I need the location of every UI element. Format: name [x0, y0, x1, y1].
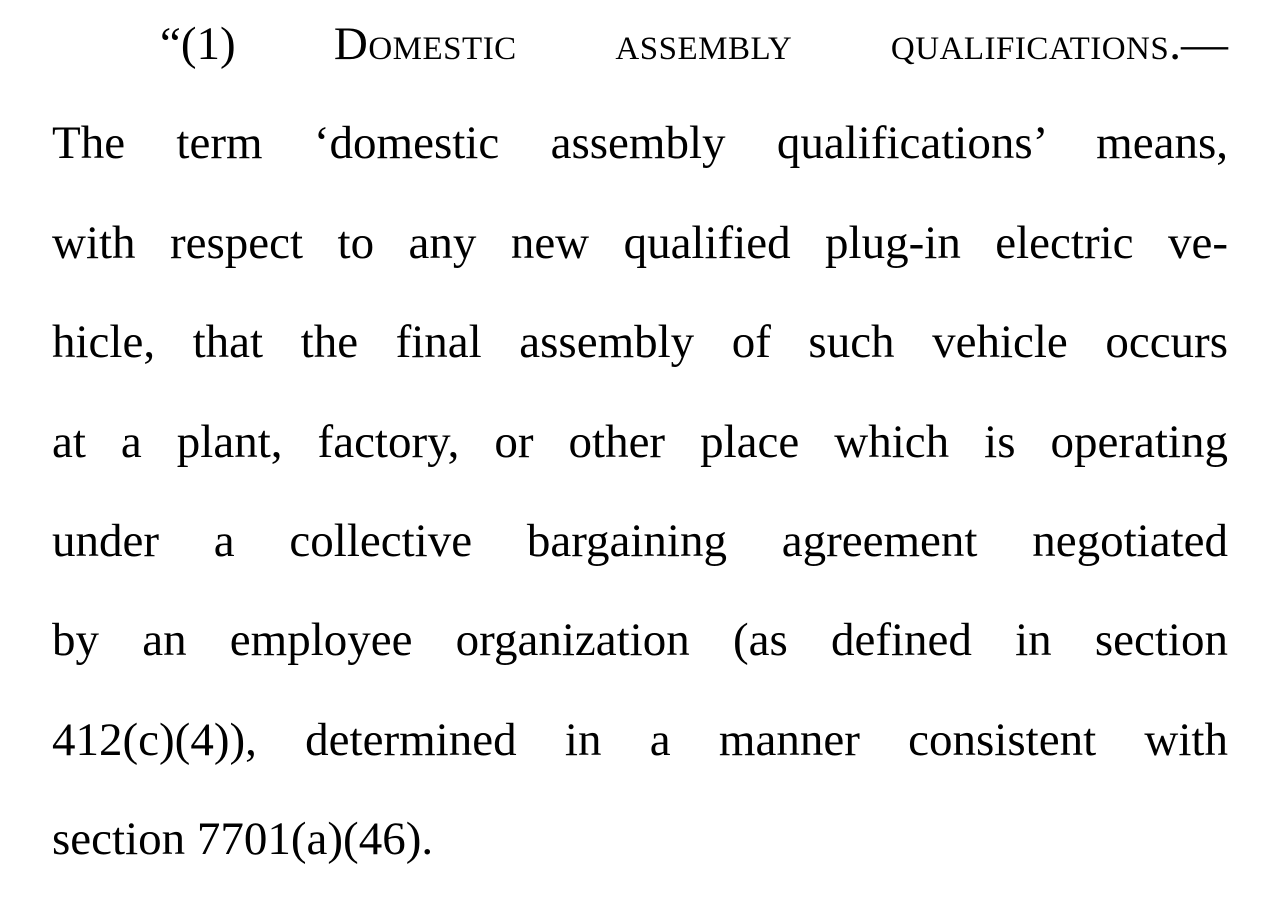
body-line-7: 412(c)(4)), determined in a manner consistent with	[52, 714, 1228, 766]
body-line-3: hicle, that the final assembly of such vehicle occurs	[52, 316, 1228, 368]
body-line-1: The term ‘domestic assembly qualifications’ means,	[52, 117, 1228, 169]
heading-prefix: “(1)	[160, 18, 334, 70]
heading-suffix: .—	[1169, 18, 1228, 70]
section-heading	[160, 9, 1228, 79]
body-line-4: at a plant, factory, or other place which is operating	[52, 416, 1228, 468]
body-line-6: by an employee organization (as defined in section	[52, 614, 1228, 666]
body-line-8: section 7701(a)(46).	[52, 813, 434, 865]
body-line-2: with respect to any new qualified plug-in electric ve-	[52, 217, 1228, 269]
body-line-5: under a collective bargaining agreement negotiated	[52, 515, 1228, 567]
heading-title: Domestic assembly qualifications	[333, 18, 1170, 70]
